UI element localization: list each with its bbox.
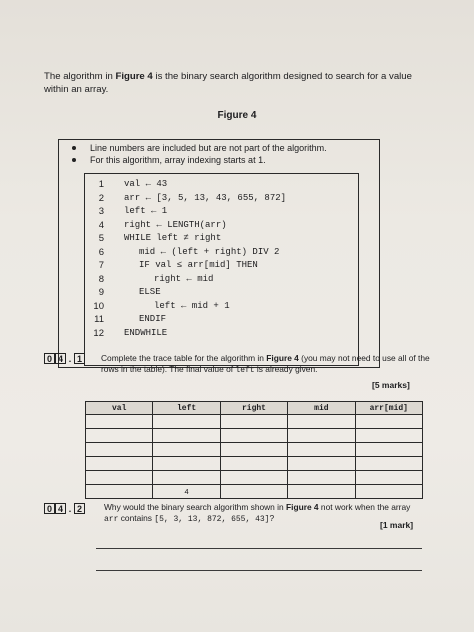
table-cell[interactable] [355, 457, 422, 471]
table-row [86, 457, 423, 471]
code-text: ENDWHILE [124, 327, 168, 338]
qnum-digit: 0 [44, 353, 55, 364]
code-text: left ← mid + 1 [154, 300, 230, 311]
table-cell[interactable] [86, 485, 153, 499]
table-cell[interactable] [153, 443, 220, 457]
line-number: 1 [98, 179, 104, 190]
code-text: right ← LENGTH(arr) [124, 219, 227, 230]
table-cell[interactable] [220, 485, 287, 499]
intro-text-2: is the binary search algorithm designed to search for a value within an array. [44, 71, 412, 95]
qnum-digit: 0 [44, 503, 55, 514]
line-number: 9 [98, 287, 104, 298]
table-cell[interactable] [288, 471, 355, 485]
line-number: 11 [94, 314, 104, 325]
q2-figure-ref: Figure 4 [286, 502, 319, 512]
answer-line[interactable] [96, 570, 422, 571]
qnum-digit: 2 [74, 503, 85, 514]
question-04-2-text [104, 502, 424, 525]
q2-text-d: ? [269, 512, 275, 523]
table-row [86, 415, 423, 429]
q2-text-a: Why would the binary search algorithm shown in [104, 502, 287, 512]
table-cell[interactable] [288, 457, 355, 471]
q2-text-c: contains [118, 512, 155, 523]
code-text: ELSE [139, 287, 161, 297]
code-text: IF val ≤ arr[mid] THEN [139, 260, 258, 270]
table-cell[interactable] [288, 429, 355, 443]
header-right: right [220, 402, 287, 415]
table-cell[interactable] [288, 415, 355, 429]
table-cell[interactable] [153, 429, 220, 443]
question-number-04-1: 0 4 . 1 [44, 353, 85, 364]
table-cell[interactable] [220, 415, 287, 429]
q1-figure-ref: Figure 4 [266, 353, 299, 363]
table-cell[interactable] [355, 485, 422, 499]
table-cell[interactable] [288, 485, 355, 499]
table-row [86, 485, 423, 499]
qnum-digit: 4 [55, 503, 66, 514]
table-cell[interactable] [86, 471, 153, 485]
q1-text-a: Complete the trace table for the algorithm in [101, 353, 267, 363]
table-cell[interactable] [153, 457, 220, 471]
table-cell[interactable] [153, 471, 220, 485]
line-number: 3 [98, 206, 104, 217]
table-cell[interactable] [86, 429, 153, 443]
trace-table-header-row [86, 402, 423, 415]
line-number: 8 [98, 273, 104, 285]
code-text: val ← 43 [124, 179, 168, 189]
question-number-04-2: 0 4 . 2 [44, 503, 85, 514]
table-cell[interactable] [220, 443, 287, 457]
intro-text-1: The algorithm in [44, 71, 116, 82]
code-line [84, 286, 358, 300]
line-number: 7 [98, 260, 104, 271]
code-line [84, 300, 358, 314]
trace-table-body [86, 415, 423, 499]
q2-code-arr: arr [104, 514, 119, 524]
table-cell[interactable] [220, 429, 287, 443]
code-line [84, 246, 358, 260]
table-row [86, 443, 423, 457]
table-cell[interactable]: 4 [153, 485, 220, 499]
q2-marks: [1 mark] [380, 520, 414, 530]
q1-text-c: is already given. [254, 363, 318, 374]
code-text: mid ← (left + right) DIV 2 [139, 246, 280, 257]
note-line-numbers: Line numbers are included but are not part of the algorithm. [62, 142, 362, 154]
line-number: 2 [98, 192, 104, 204]
code-line [84, 259, 358, 273]
figure-title: Figure 4 [217, 110, 257, 121]
code-line [84, 192, 358, 206]
header-val: val [86, 402, 153, 415]
figure-notes [62, 142, 362, 166]
code-text: left ← 1 [124, 206, 168, 216]
table-row [86, 471, 423, 485]
table-cell[interactable] [86, 415, 153, 429]
q2-array-literal: [5, 3, 13, 872, 655, 43] [154, 514, 270, 524]
question-04-1-text [101, 353, 431, 376]
note-array-indexing: For this algorithm, array indexing starts at 1. [62, 154, 362, 166]
table-cell[interactable] [86, 443, 153, 457]
q1-marks: [5 marks] [372, 380, 410, 390]
answer-line[interactable] [96, 548, 422, 549]
q1-code-left: left [235, 365, 255, 375]
code-text: arr ← [3, 5, 13, 43, 655, 872] [124, 192, 287, 203]
line-number: 5 [98, 233, 104, 244]
table-cell[interactable] [220, 471, 287, 485]
table-cell[interactable] [355, 415, 422, 429]
code-text: WHILE left ≠ right [124, 233, 222, 243]
algorithm-code [84, 178, 358, 340]
line-number: 4 [98, 219, 104, 231]
table-cell[interactable] [355, 471, 422, 485]
table-cell[interactable] [86, 457, 153, 471]
code-line [84, 273, 358, 287]
code-line [84, 219, 358, 233]
q1-text-b: (you may not need to use all of the rows in the table). The final value of [101, 353, 430, 374]
trace-table [85, 401, 423, 499]
intro-paragraph [44, 71, 434, 96]
code-line [84, 178, 358, 192]
code-text: ENDIF [139, 314, 167, 324]
table-row [86, 429, 423, 443]
table-cell[interactable] [288, 443, 355, 457]
code-line [84, 205, 358, 219]
table-cell[interactable] [355, 443, 422, 457]
header-left: left [153, 402, 220, 415]
table-cell[interactable] [153, 415, 220, 429]
intro-figure-ref: Figure 4 [115, 71, 153, 82]
qnum-digit: 4 [55, 353, 66, 364]
line-number: 6 [98, 246, 104, 258]
qnum-digit: 1 [74, 353, 85, 364]
code-line [84, 232, 358, 246]
table-cell[interactable] [220, 457, 287, 471]
code-line [84, 327, 358, 341]
table-cell[interactable] [355, 429, 422, 443]
line-number: 10 [93, 300, 104, 312]
line-number: 12 [93, 327, 104, 339]
code-line [84, 313, 358, 327]
header-arr-mid: arr[mid] [355, 402, 422, 415]
q2-text-b: not work when the array [318, 502, 411, 512]
code-text: right ← mid [154, 273, 214, 284]
header-mid: mid [288, 402, 355, 415]
